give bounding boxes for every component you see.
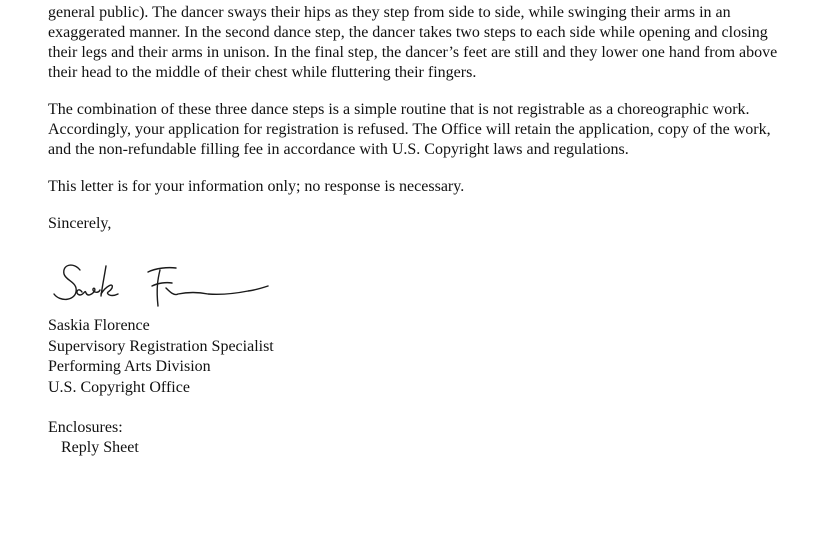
enclosure-item: Reply Sheet [61, 439, 139, 456]
signatory-division: Performing Arts Division [48, 358, 211, 375]
signatory-office: U.S. Copyright Office [48, 378, 190, 396]
closing-salutation: Sincerely, [48, 215, 112, 232]
signatory-block [48, 316, 793, 398]
letter-page [48, 3, 793, 458]
enclosures-section [48, 418, 793, 458]
body-paragraph-2: The combination of these three dance steps is a simple routine that is not registrable as a choreographic work. Accordingly, your application for registration is refused. The Office will retain the application, copy of the work, and the non-refundable filling fee in accordance with U.S. Copyright laws and regulations. [48, 101, 771, 158]
signatory-title: Supervisory Registration Specialist [48, 337, 274, 355]
signatory-name: Saskia Florence [48, 317, 150, 334]
handwritten-signature-icon [48, 248, 278, 312]
body-paragraph-3: This letter is for your information only; no response is necessary. [48, 178, 465, 195]
body-paragraph-1: general public). The dancer sways their hips as they step from side to side, while swinging their arms in an exaggerated manner. In the second dance step, the dancer takes two steps to each side while opening and closing their legs and their arms in unison. In the final step, the dancer’s feet are still and they lower one hand from above their head to the middle of their chest while fluttering their fingers. [48, 4, 778, 81]
enclosures-label: Enclosures: [48, 419, 123, 436]
